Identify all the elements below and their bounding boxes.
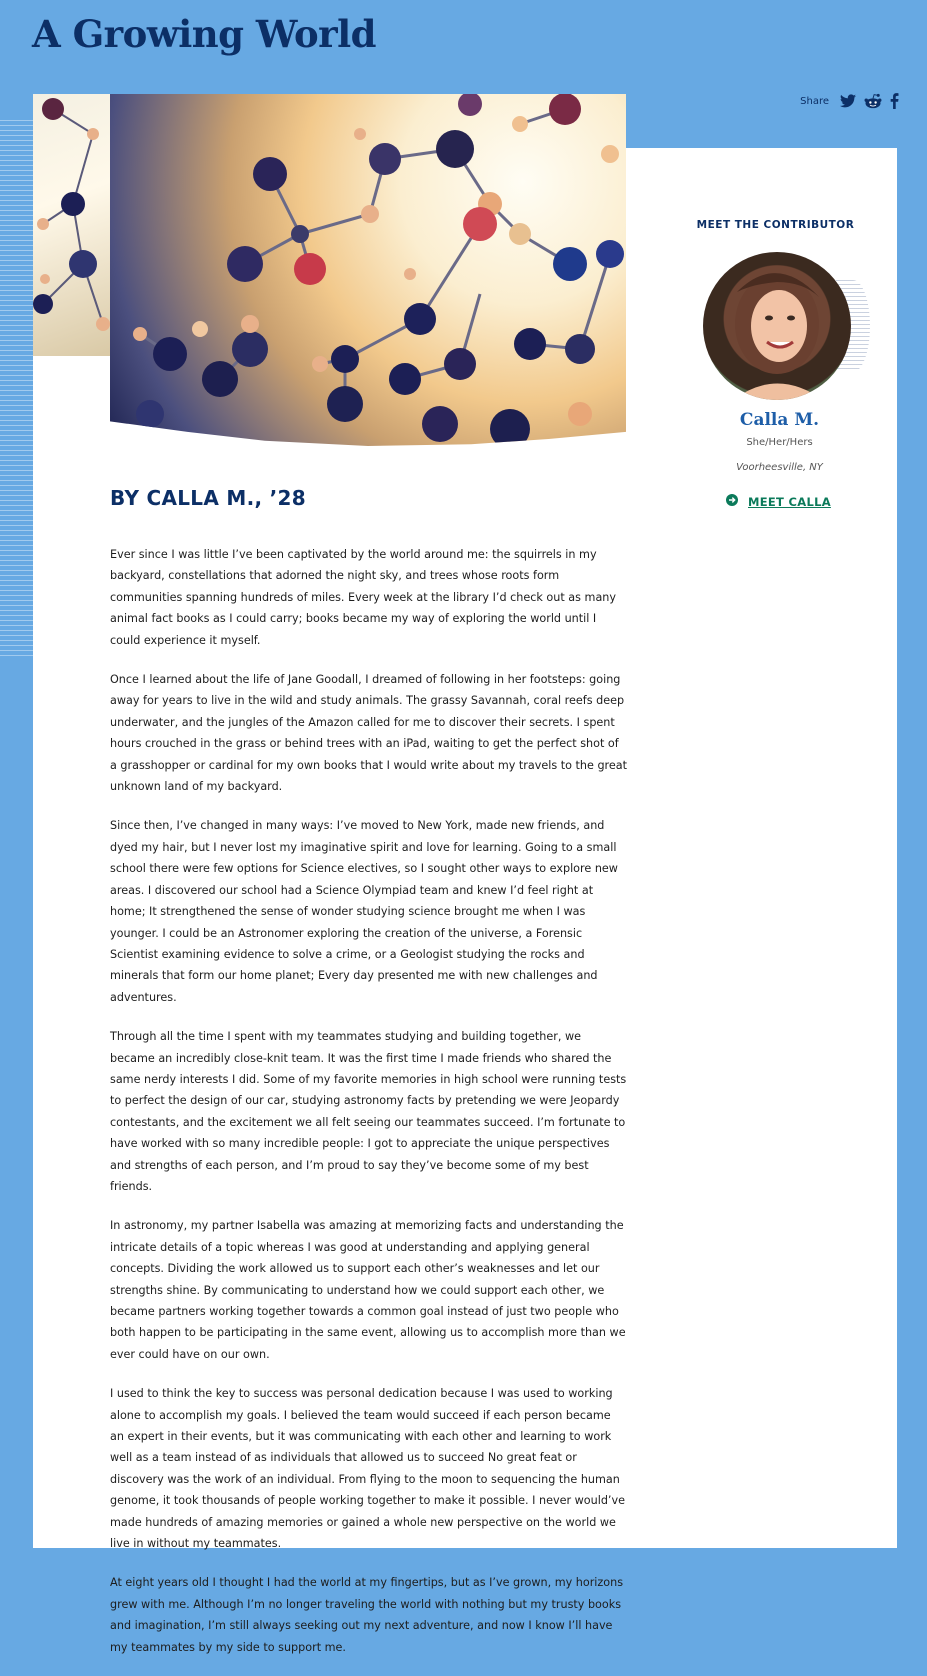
share-label: Share [800, 95, 829, 107]
twitter-icon[interactable] [840, 94, 856, 108]
contributor-avatar [703, 252, 851, 400]
article-paragraph: Through all the time I spent with my teammates studying and building together, we became an incredibly close-knit team. It was the first time I made friends who shared the same nerdy interests I did. Some of my favorite memories in high school were running tests to perfect the design of our car, studying astronomy facts by pretending we were Jeopardy contestants, and the excitement we all felt seeing our teammates succeed. I’m fortunate to have worked with so many incredible people: I got to appreciate the unique perspectives and strengths of each person, and I’m proud to say they’ve become some of my best friends. [110, 1030, 627, 1193]
article-paragraph: At eight years old I thought I had the world at my fingertips, but as I’ve grown, my horizons grew with me. Although I’m no longer traveling the world with nothing but my trusty books and imagination, I’m still always seeking out my next adventure, and now I know I’ll have my teammates by my side to support me. [110, 1576, 624, 1654]
article-paragraph: In astronomy, my partner Isabella was amazing at memorizing facts and understanding the intricate details of a topic whereas I was good at understanding and applying general concepts. Dividing the work allowed us to support each other’s weaknesses and let our strengths shine. By communicating to understand how we could support each other, we became partners working together towards a common goal instead of just two people who both happen to be participating in the same event, allowing us to accomplish more than we ever could have on our own. [110, 1219, 626, 1361]
contributor-heading: MEET THE CONTRIBUTOR [696, 219, 855, 231]
decorative-streaks [626, 148, 686, 228]
site-title: A Growing World [32, 12, 377, 56]
article-paragraph: I used to think the key to success was personal dedication because I was used to working alone to accomplish my goals. I believed the team would succeed if each person became an expert in their events, but it was communicating with each other and learning to work well as a team instead of as individuals that allowed us to succeed No great feat or discovery was the work of an individual. From flying to the moon to sequencing the human genome, it took thousands of people working together to make it possible. I never would’ve made hundreds of amazing memories or gained a whole new perspective on the world we live in without my teammates. [110, 1387, 625, 1551]
meet-contributor-label: MEET CALLA [748, 494, 831, 509]
article-paragraph: Ever since I was little I’ve been captivated by the world around me: the squirrels in my backyard, constellations that adorned the night sky, and trees whose roots form communities spanning hundreds of miles. Every week at the library I’d check out as many animal fact books as I could carry; books became my way of exploring the world until I could experience it myself. [110, 548, 617, 647]
meet-contributor-link[interactable] [726, 494, 831, 509]
article-body [110, 544, 628, 1676]
contributor-pronouns: She/Her/Hers [746, 437, 813, 448]
article-byline: BY CALLA M., ’28 [110, 486, 306, 510]
hero-image-secondary [33, 94, 110, 356]
article-paragraph: Once I learned about the life of Jane Goodall, I dreamed of following in her footsteps: going away for years to live in the wild and study animals. The grassy Savannah, coral reefs deep underwater, and the jungles of the Amazon called for me to discover their secrets. I spent hours crouched in the grass or behind trees with an iPad, waiting to get the perfect shot of a grasshopper or cardinal for my own books that I would write about my travels to the great unknown land of my backyard. [110, 673, 628, 794]
share-bar [800, 93, 899, 109]
facebook-icon[interactable] [890, 93, 899, 109]
contributor-name: Calla M. [739, 410, 820, 430]
arrow-circle-icon [726, 494, 738, 509]
hero-image [110, 94, 626, 446]
contributor-location: Voorheesville, NY [736, 462, 823, 473]
article-paragraph: Since then, I’ve changed in many ways: I’ve moved to New York, made new friends, and dyed my hair, but I never lost my imaginative spirit and love for learning. Going to a small school there were few options for Science electives, so I sought other ways to explore new areas. I discovered our school had a Science Olympiad team and knew I’d feel right at home; It strengthened the sense of wonder studying science brought me when I was younger. I could be an Astronomer exploring the creation of the universe, a Forensic Scientist examining evidence to solve a crime, or a Geologist studying the rocks and minerals that form our home planet; Every day presented me with new challenges and adventures. [110, 819, 618, 1004]
reddit-icon[interactable] [864, 93, 882, 109]
